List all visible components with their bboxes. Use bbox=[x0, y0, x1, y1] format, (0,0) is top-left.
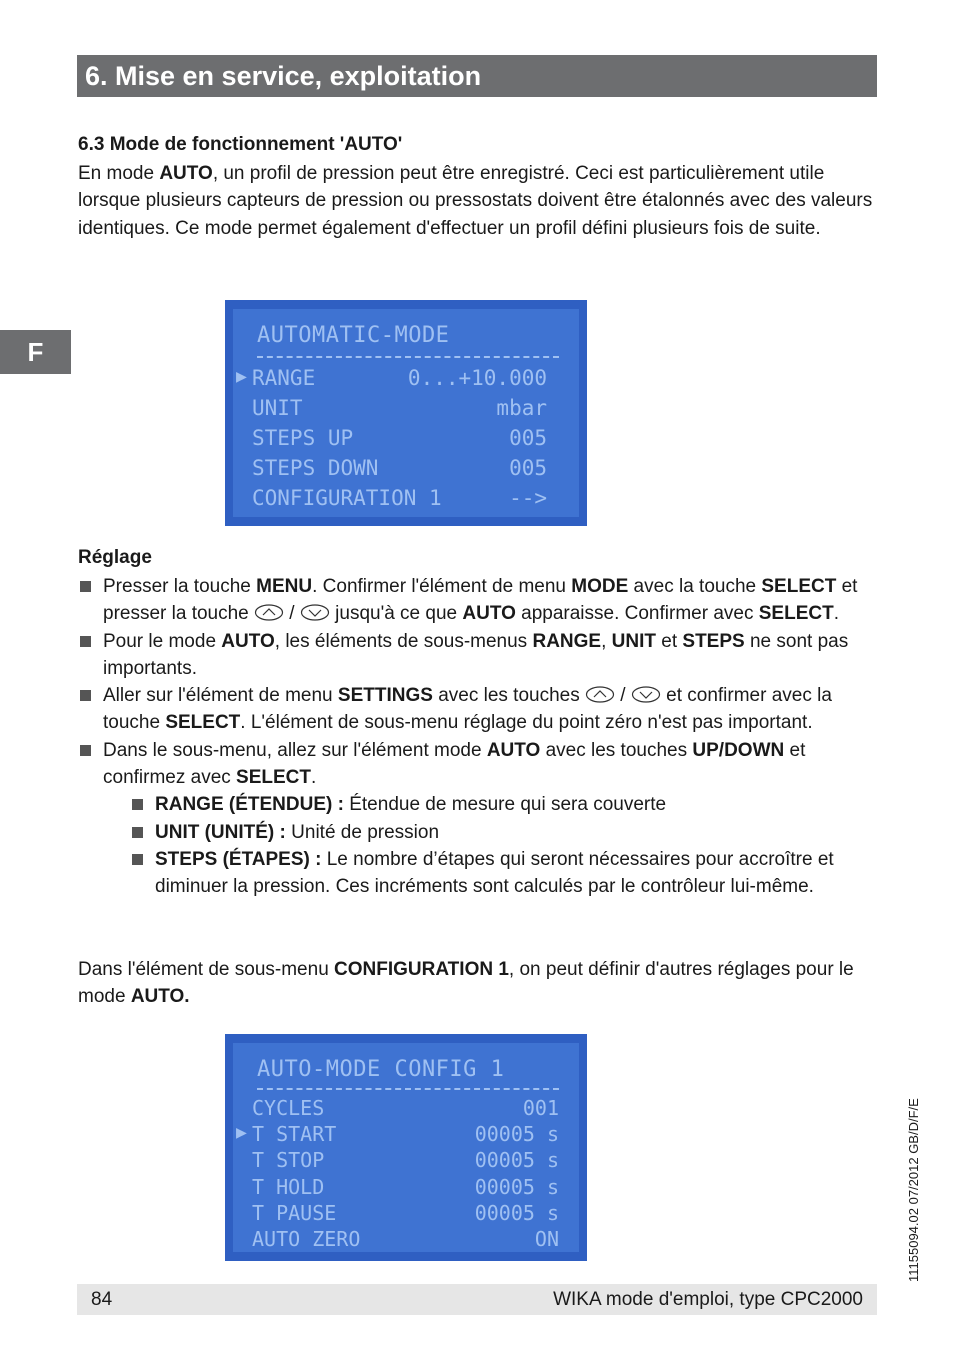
lcd-divider bbox=[257, 356, 559, 358]
list-item: STEPS (ÉTAPES) : Le nombre d’étapes qui seront nécessaires pour accroître et diminuer la pression. Ces incréments sont calculés par le contrôleur lui-même. bbox=[130, 846, 878, 901]
settings-title: Réglage bbox=[78, 547, 152, 568]
up-arrow-key-icon bbox=[585, 686, 615, 703]
lcd-row: STEPS DOWN 005 bbox=[252, 456, 547, 480]
lcd-row: ▶ RANGE 0...+10.000 bbox=[236, 366, 547, 390]
lcd-row: T STOP 00005 s bbox=[252, 1148, 559, 1172]
list-item: Aller sur l'élément de menu SETTINGS avec les touches / et confirmer avec la touche SELECT. L'élément de sous-menu réglage du point zéro n'est pas important. bbox=[78, 682, 878, 737]
lcd-screen-auto-mode-config bbox=[225, 1034, 587, 1261]
subsection-title: 6.3 Mode de fonctionnement 'AUTO' bbox=[78, 134, 403, 155]
lcd-divider bbox=[257, 1088, 559, 1090]
page-number: 84 bbox=[91, 1289, 113, 1310]
lcd-row: AUTO ZERO ON bbox=[252, 1227, 559, 1251]
lcd-row: CONFIGURATION 1 --> bbox=[252, 486, 547, 510]
lcd-row: ▶ T START 00005 s bbox=[236, 1122, 559, 1146]
lcd-row: T PAUSE 00005 s bbox=[252, 1201, 559, 1225]
list-item: Pour le mode AUTO, les éléments de sous-menus RANGE, UNIT et STEPS ne sont pas importants. bbox=[78, 628, 878, 683]
sub-list bbox=[130, 791, 878, 900]
list-item: Presser la touche MENU. Confirmer l'élément de menu MODE avec la touche SELECT et presser la touche / jusqu'à ce que AUTO apparaisse. Confirmer avec SELECT. bbox=[78, 573, 878, 628]
instruction-list bbox=[78, 573, 878, 901]
lcd-row: T HOLD 00005 s bbox=[252, 1175, 559, 1199]
lcd-title: AUTOMATIC-MODE bbox=[257, 323, 450, 348]
down-arrow-key-icon bbox=[300, 604, 330, 621]
intro-paragraph: En mode AUTO, un profil de pression peut être enregistré. Ceci est particulièrement utile lorsque plusieurs capteurs de pression ou pressostats doivent être étalonnés avec des valeurs identiques. Ce mode permet également d'effectuer un profil défini plusieurs fois de suite. bbox=[78, 163, 873, 239]
down-arrow-key-icon bbox=[631, 686, 661, 703]
document-title: WIKA mode d'emploi, type CPC2000 bbox=[553, 1289, 863, 1310]
language-tab bbox=[0, 330, 71, 374]
lcd-row: STEPS UP 005 bbox=[252, 426, 547, 450]
lcd-title: AUTO-MODE CONFIG 1 bbox=[257, 1057, 505, 1082]
selection-pointer-icon: ▶ bbox=[236, 366, 247, 387]
lcd-row: CYCLES 001 bbox=[252, 1096, 559, 1120]
page-footer bbox=[77, 1284, 877, 1315]
up-arrow-key-icon bbox=[254, 604, 284, 621]
selection-pointer-icon: ▶ bbox=[236, 1122, 247, 1143]
header-title: 6. Mise en service, exploitation bbox=[85, 61, 482, 91]
closing-paragraph: Dans l'élément de sous-menu CONFIGURATION 1, on peut définir d'autres réglages pour le mode AUTO. bbox=[78, 959, 854, 1008]
list-item: UNIT (UNITÉ) : Unité de pression bbox=[130, 819, 878, 846]
section-header bbox=[77, 55, 877, 97]
language-tab-label: F bbox=[27, 337, 44, 367]
lcd-row: UNIT mbar bbox=[252, 396, 547, 420]
lcd-screen-automatic-mode bbox=[225, 300, 587, 526]
list-item: Dans le sous-menu, allez sur l'élément mode AUTO avec les touches UP/DOWN et confirmez avec SELECT. RANGE (ÉTENDUE) : Étendue de mesure qui sera couverte UNIT (UNITÉ) : Unité de pression STEPS (ÉTAPES) : Le nombre d’étapes qui seront nécessaires pour accroître et diminuer la pression. Ces incréments sont calculés par le contrôleur lui-même. bbox=[78, 737, 878, 901]
document-code: 11155094.02 07/2012 GB/D/F/E bbox=[906, 1098, 921, 1282]
list-item: RANGE (ÉTENDUE) : Étendue de mesure qui sera couverte bbox=[130, 791, 878, 818]
